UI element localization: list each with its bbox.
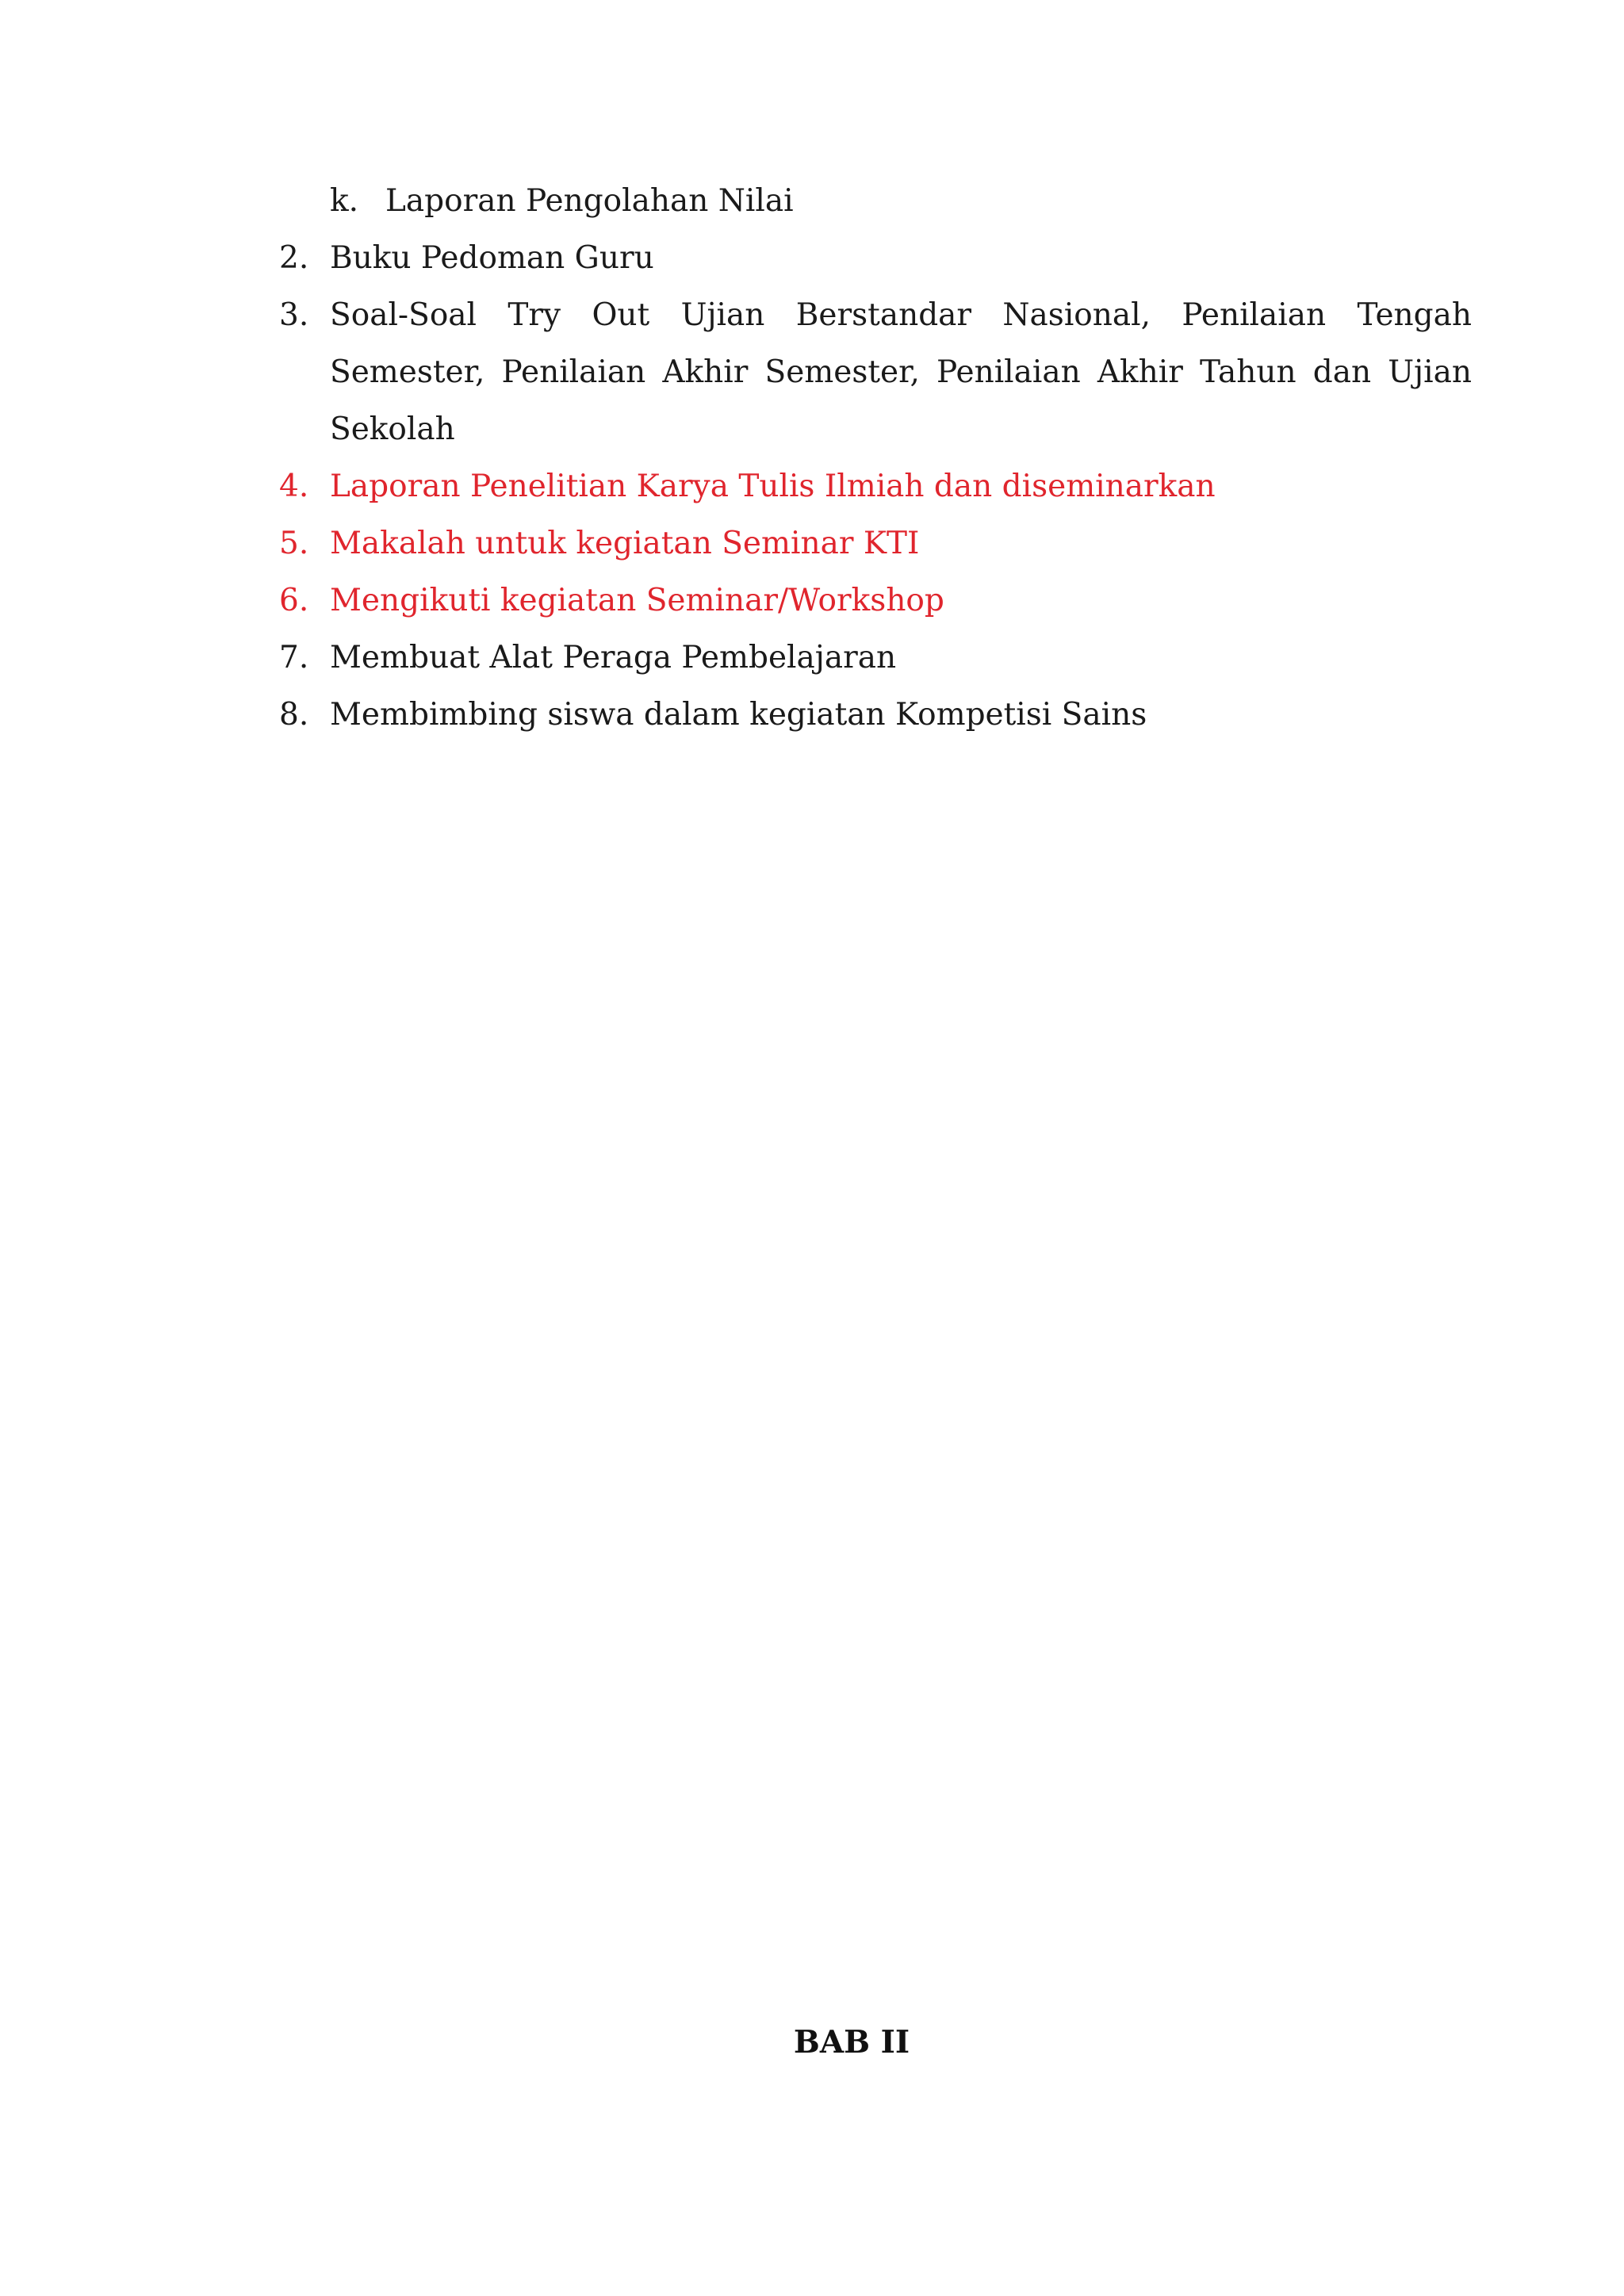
list-marker: 8. <box>279 697 309 733</box>
list-item-text: Soal-Soal Try Out Ujian Berstandar Nasional, Penilaian Tengah Semester, Penilaian Akhir Semester, Penilaian Akhir Tahun dan Ujian Sekolah <box>330 297 1472 447</box>
list-marker: 5. <box>279 526 309 561</box>
list-item <box>279 287 1472 458</box>
document-list <box>279 173 1472 744</box>
list-marker: 6. <box>279 583 309 618</box>
list-item-highlighted <box>279 458 1472 515</box>
list-item-text: Membuat Alat Peraga Pembelajaran <box>330 640 897 675</box>
list-item-text: Laporan Penelitian Karya Tulis Ilmiah dan diseminarkan <box>330 469 1216 504</box>
list-item-text: Buku Pedoman Guru <box>330 240 654 276</box>
list-marker: 7. <box>279 640 309 675</box>
list-item-highlighted <box>279 572 1472 629</box>
chapter-heading: BAB II <box>793 2024 910 2061</box>
list-item-text: Laporan Pengolahan Nilai <box>385 183 794 219</box>
list-item-text: Makalah untuk kegiatan Seminar KTI <box>330 526 920 561</box>
list-item <box>279 173 1472 230</box>
list-item <box>279 687 1472 744</box>
list-item-text: Mengikuti kegiatan Seminar/Workshop <box>330 583 944 618</box>
list-marker: 4. <box>279 469 309 504</box>
list-marker: 2. <box>279 240 309 276</box>
list-item <box>279 629 1472 687</box>
list-item-text: Membimbing siswa dalam kegiatan Kompetisi Sains <box>330 697 1147 733</box>
list-item <box>279 230 1472 287</box>
list-item-highlighted <box>279 515 1472 572</box>
list-marker: k. <box>330 183 359 219</box>
list-marker: 3. <box>279 297 309 333</box>
